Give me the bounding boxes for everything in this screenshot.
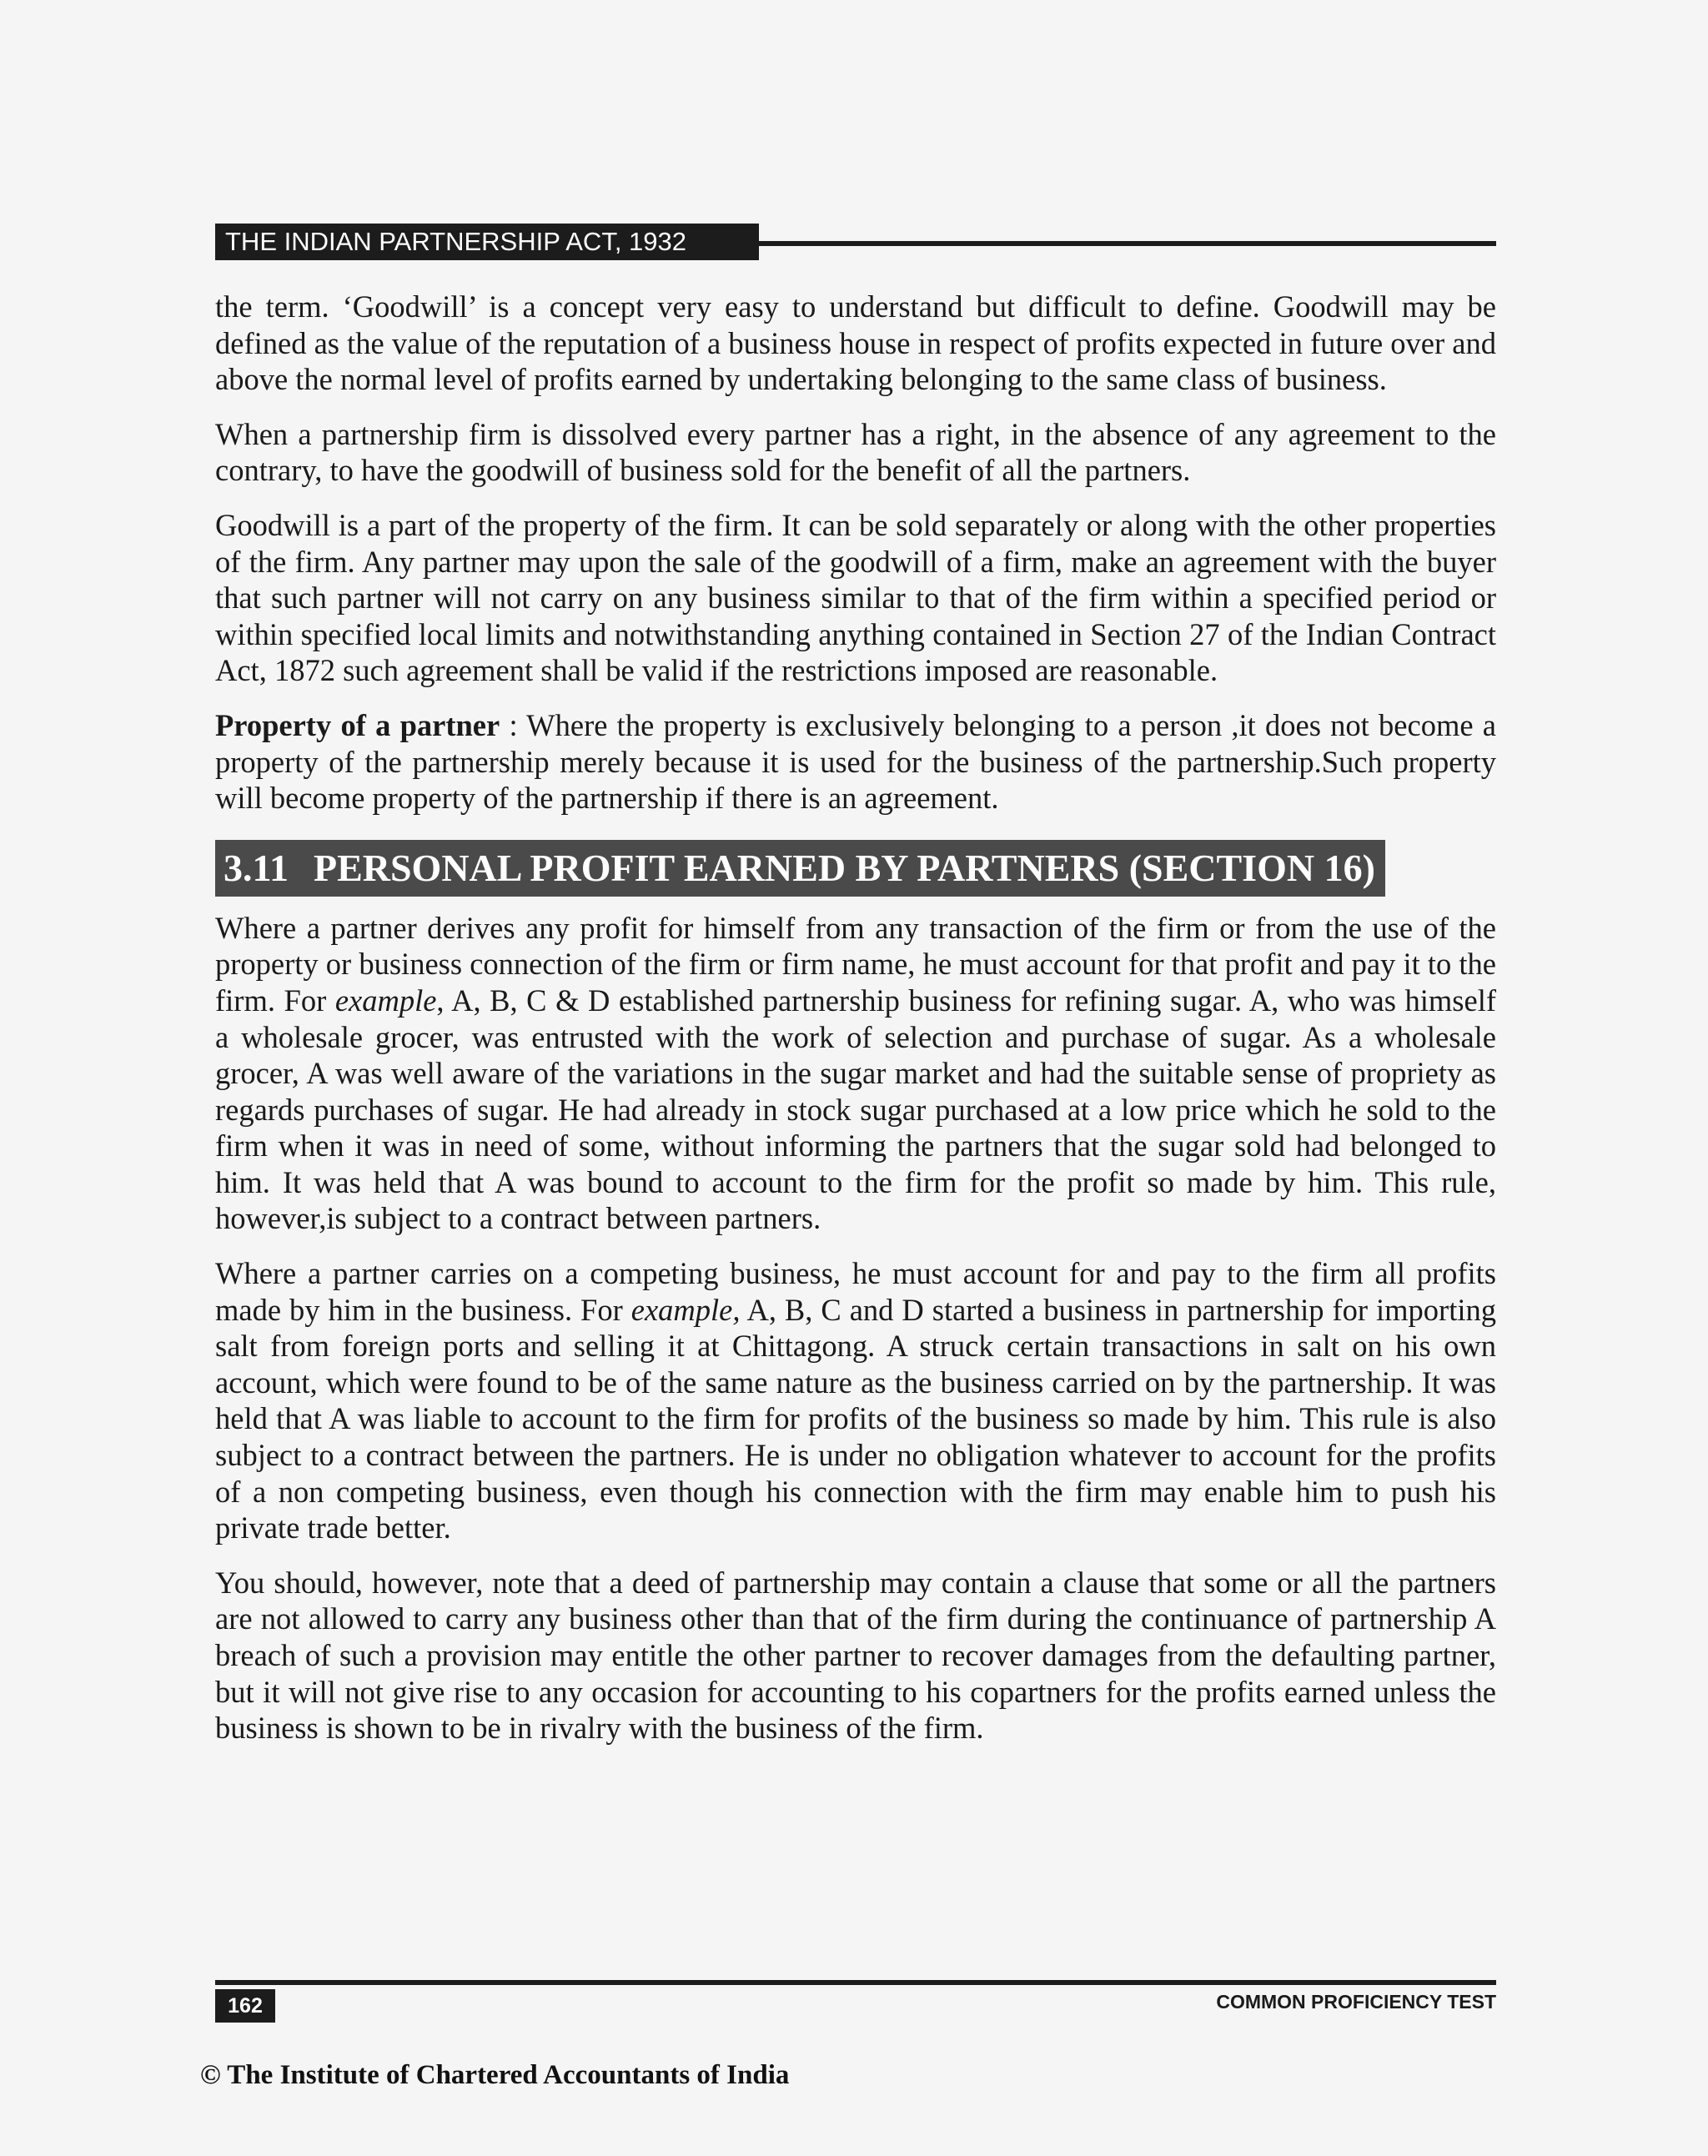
running-header — [215, 224, 1496, 260]
paragraph-property-of-partner — [215, 707, 1496, 817]
paragraph-competing-business — [215, 1255, 1496, 1546]
emphasis-example: example — [334, 983, 437, 1018]
paragraph-text: , A, B, C & D established partnership business for refining sugar. A, who was himself a wholesale grocer, was entrusted with the work of selection and purchase of sugar. As a wholesale grocer, A was well aware of the variations in the sugar market and had the suitable sense of propriety as regards purchases of sugar. He had already in stock sugar purchased at a low price which he sold to the firm when it was in need of some, without informing the partners that the sugar sold had belonged to him. It was held that A was bound to account to the firm for the profit so made by him. This rule, however,is subject to a contract between partners. — [215, 983, 1497, 1236]
paragraph-goodwill-definition: the term. ‘Goodwill’ is a concept very easy to understand but difficult to define. Goodwill may be defined as the value of the reputation of a business house in respect of profits expected in future over and above the normal level of profits earned by undertaking belonging to the same class of business. — [215, 289, 1496, 397]
property-of-partner-text: : Where the property is exclusively belonging to a person ,it does not become a property of the partnership merely because it is used for the business of the partnership.Such property will become property of the partnership if there is an agreement. — [215, 707, 1496, 816]
emphasis-example: example, — [630, 1292, 741, 1327]
running-header-title: THE INDIAN PARTNERSHIP ACT, 1932 — [215, 224, 759, 260]
paragraph-text: Where a partner carries on a competing business, he must account for and pay to the firm all profits made by him in the business. For — [215, 1256, 1496, 1327]
paragraph-text: A, B, C and D started a business in partnership for importing salt from foreign ports and selling it at Chittagong. A struck certain transactions in salt on his own account, which were found to be of the same nature as the business carried on by the partnership. It was held that A was liable to account to the firm for profits of the business so made by him. This rule is also subject to a contract between the partners. He is under no obligation whatever to account for the profits of a non competing business, even though his connection with the firm may enable him to push his private trade better. — [215, 1292, 1496, 1545]
section-number: 3.11 — [224, 846, 289, 889]
property-of-partner-label: Property of a partner — [215, 707, 500, 742]
footer-rule — [215, 1980, 1496, 1985]
section-title: PERSONAL PROFIT EARNED BY PARTNERS (SECTION 16) — [313, 846, 1375, 889]
page-content — [215, 289, 1496, 1765]
page-number: 162 — [215, 1989, 275, 2023]
paragraph-personal-profit — [215, 910, 1496, 1237]
section-heading — [215, 840, 1385, 897]
paragraph-deed-clause: You should, however, note that a deed of partnership may contain a clause that some or all the partners are not allowed to carry any business other than that of the firm during the continuance of partnership A breach of such a provision may entitle the other partner to recover damages from the defaulting partner, but it will not give rise to any occasion for accounting to his copartners for the profits earned unless the business is shown to be in rivalry with the business of the firm. — [215, 1565, 1496, 1746]
paragraph-goodwill-dissolution: When a partnership firm is dissolved every partner has a right, in the absence of any agreement to the contrary, to have the goodwill of business sold for the benefit of all the partners. — [215, 416, 1496, 488]
footer-title: COMMON PROFICIENCY TEST — [1216, 1991, 1496, 2013]
paragraph-goodwill-sale: Goodwill is a part of the property of the firm. It can be sold separately or along with the other properties of the firm. Any partner may upon the sale of the goodwill of a firm, make an agreement with the buyer that such partner will not carry on any business similar to that of the firm within a specified period or within specified local limits and notwithstanding anything contained in Section 27 of the Indian Contract Act, 1872 such agreement shall be valid if the restrictions imposed are reasonable. — [215, 507, 1496, 688]
copyright-notice: © The Institute of Chartered Accountants of India — [200, 2060, 790, 2090]
paragraph-text: Where a partner derives any profit for himself from any transaction of the firm or from the use of the property or business connection of the firm or firm name, he must account for that profit and pay it to the firm. For — [215, 910, 1496, 1018]
header-rule — [759, 241, 1496, 246]
